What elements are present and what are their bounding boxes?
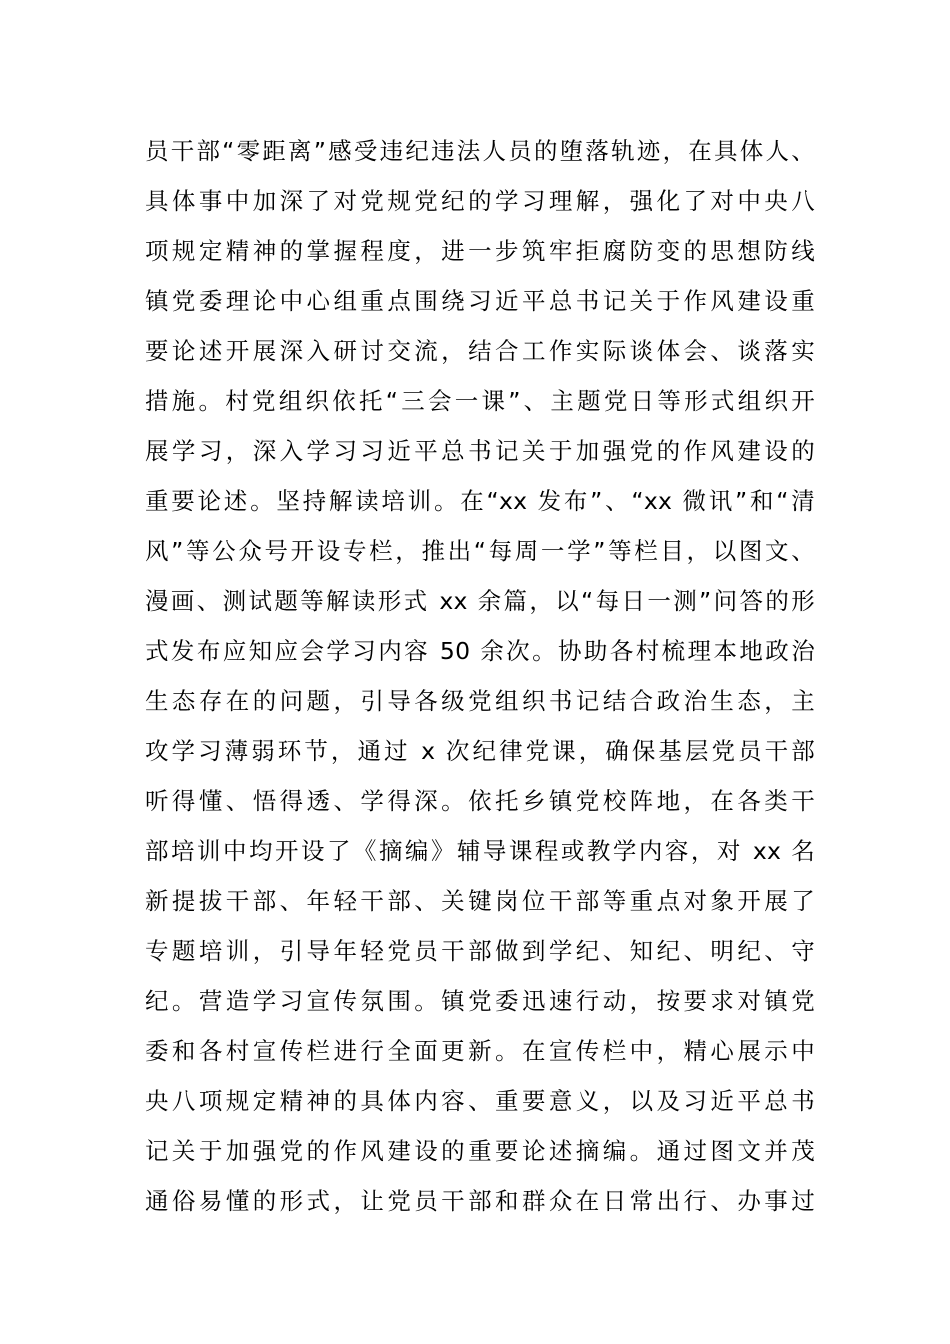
text-line: 项规定精神的掌握程度，进一步筑牢拒腐防变的思想防线 — [145, 237, 815, 265]
text-line: 委和各村宣传栏进行全面更新。在宣传栏中，精心展示中 — [145, 1037, 815, 1065]
text-line: 记关于加强党的作风建设的重要论述摘编。通过图文并茂 — [145, 1137, 815, 1165]
text-line: 专题培训，引导年轻党员干部做到学纪、知纪、明纪、守 — [145, 937, 815, 965]
body-paragraph — [145, 126, 815, 1226]
text-line: 央八项规定精神的具体内容、重要意义，以及习近平总书 — [145, 1087, 815, 1115]
text-line: 漫画、测试题等解读形式 xx 余篇，以“每日一测”问答的形 — [145, 587, 815, 615]
text-line: 重要论述。坚持解读培训。在“xx 发布”、“xx 微讯”和“清 — [145, 487, 815, 515]
text-line: 纪。营造学习宣传氛围。镇党委迅速行动，按要求对镇党 — [145, 987, 815, 1015]
text-line: 生态存在的问题，引导各级党组织书记结合政治生态，主 — [145, 687, 815, 715]
text-line: 措施。村党组织依托“三会一课”、主题党日等形式组织开 — [145, 387, 815, 415]
text-line: 具体事中加深了对党规党纪的学习理解，强化了对中央八 — [145, 187, 815, 215]
text-line: 要论述开展深入研讨交流，结合工作实际谈体会、谈落实 — [145, 337, 815, 365]
text-line: 镇党委理论中心组重点围绕习近平总书记关于作风建设重 — [145, 287, 815, 315]
text-line: 新提拔干部、年轻干部、关键岗位干部等重点对象开展了 — [145, 887, 815, 915]
text-line: 展学习，深入学习习近平总书记关于加强党的作风建设的 — [145, 437, 815, 465]
text-line: 听得懂、悟得透、学得深。依托乡镇党校阵地，在各类干 — [145, 787, 815, 815]
text-line: 通俗易懂的形式，让党员干部和群众在日常出行、办事过 — [145, 1187, 815, 1215]
text-line: 风”等公众号开设专栏，推出“每周一学”等栏目，以图文、 — [145, 537, 815, 565]
text-line: 部培训中均开设了《摘编》辅导课程或教学内容，对 xx 名 — [145, 837, 815, 865]
text-line: 攻学习薄弱环节，通过 x 次纪律党课，确保基层党员干部 — [145, 737, 815, 765]
text-line: 员干部“零距离”感受违纪违法人员的堕落轨迹，在具体人、 — [145, 137, 815, 165]
text-line: 式发布应知应会学习内容 50 余次。协助各村梳理本地政治 — [145, 637, 815, 665]
